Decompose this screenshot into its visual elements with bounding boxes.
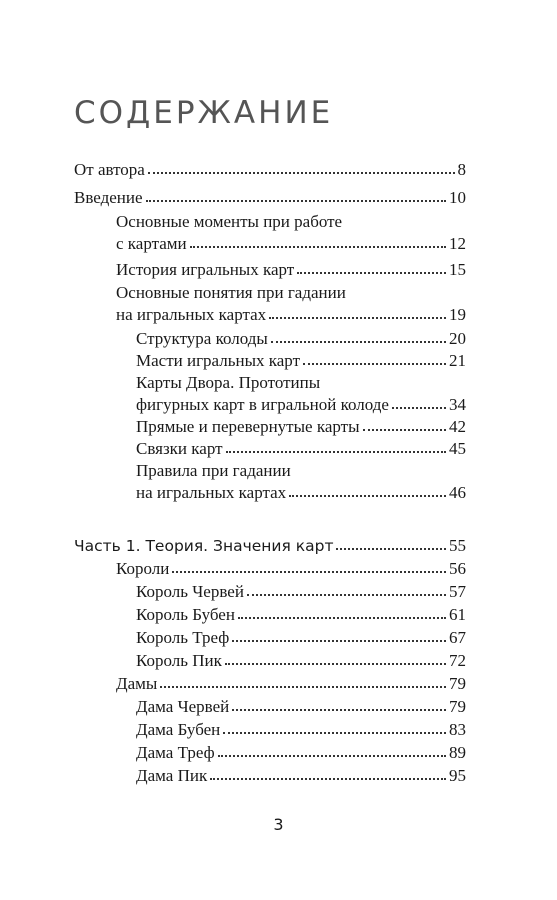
- toc-entry-title: Введение: [74, 188, 143, 207]
- toc-entry[interactable]: [116, 673, 466, 695]
- toc-entry-title: От автора: [74, 160, 145, 179]
- toc-entry[interactable]: [136, 416, 466, 438]
- toc-entry-page: 8: [457, 160, 466, 179]
- toc-entry[interactable]: [116, 283, 466, 326]
- toc-entry-page: 83: [449, 720, 466, 739]
- toc-entry[interactable]: [136, 438, 466, 460]
- leader-dots: [269, 304, 446, 319]
- toc-entry[interactable]: [136, 328, 466, 350]
- toc-entry-title-line1: Карты Двора. Прототипы: [136, 373, 321, 392]
- page-number: 3: [273, 815, 284, 834]
- toc-entry-title: Дамы: [116, 674, 158, 693]
- toc-entry[interactable]: [74, 159, 466, 181]
- toc-entry-title: с картами: [116, 234, 187, 253]
- toc-entry-page: 45: [449, 439, 466, 458]
- toc-entry-title: Дама Червей: [136, 697, 230, 716]
- toc-entry-page: 89: [449, 743, 466, 762]
- toc-entry-page: 10: [449, 188, 466, 207]
- leader-dots: [232, 696, 446, 711]
- toc-entry-page: 42: [449, 417, 466, 436]
- toc-entry[interactable]: [136, 350, 466, 372]
- leader-dots: [210, 765, 446, 780]
- toc-entry[interactable]: [136, 742, 466, 764]
- toc-entry[interactable]: [136, 581, 466, 603]
- leader-dots: [238, 604, 446, 619]
- leader-dots: [336, 535, 446, 550]
- toc-entry-title: фигурных карт в игральной колоде: [136, 395, 389, 414]
- leader-dots: [190, 233, 446, 248]
- toc-entry[interactable]: [136, 627, 466, 649]
- toc-entry[interactable]: [116, 212, 466, 255]
- toc-entry-title-line1: Основные понятия при гадании: [116, 283, 346, 302]
- toc-entry-page: 79: [449, 674, 466, 693]
- toc-entry-page: 79: [449, 697, 466, 716]
- toc-entry[interactable]: [136, 719, 466, 741]
- toc-entry-title-line1: Основные моменты при работе: [116, 212, 343, 231]
- toc-entry-page: 20: [449, 329, 466, 348]
- leader-dots: [160, 673, 446, 688]
- toc-entry[interactable]: [136, 604, 466, 626]
- toc-entry[interactable]: [136, 696, 466, 718]
- toc-entry-title: Король Червей: [136, 582, 244, 601]
- toc-entry-page: 21: [449, 351, 466, 370]
- toc-entry[interactable]: [116, 259, 466, 281]
- toc-entry-page: 72: [449, 651, 466, 670]
- leader-dots: [226, 438, 446, 453]
- leader-dots: [303, 350, 446, 365]
- toc-part-entry[interactable]: [74, 535, 466, 557]
- leader-dots: [289, 482, 446, 497]
- toc-entry-title: Дама Треф: [136, 743, 215, 762]
- leader-dots: [225, 650, 446, 665]
- toc-entry-page: 15: [449, 260, 466, 279]
- toc-entry-title: История игральных карт: [116, 260, 295, 279]
- toc-entry-title: на игральных картах: [136, 483, 287, 502]
- toc-entry-page: 95: [449, 766, 466, 785]
- leader-dots: [223, 719, 446, 734]
- toc-entry-title: Масти игральных карт: [136, 351, 301, 370]
- toc-entry-title: на игральных картах: [116, 305, 267, 324]
- toc-entry-title: Дама Бубен: [136, 720, 221, 739]
- toc-entry-title-line1: Правила при гадании: [136, 461, 291, 480]
- toc-entry-title: Король Бубен: [136, 605, 235, 624]
- leader-dots: [172, 558, 446, 573]
- leader-dots: [271, 328, 446, 343]
- toc-entry-title: Часть 1. Теория. Значения карт: [74, 537, 334, 555]
- leader-dots: [218, 742, 446, 757]
- toc-entry-title: Структура колоды: [136, 329, 268, 348]
- toc-entry-page: 55: [449, 536, 466, 555]
- toc-entry-page: 67: [449, 628, 466, 647]
- toc-entry-page: 56: [449, 559, 466, 578]
- toc-entry-page: 61: [449, 605, 466, 624]
- toc-entry[interactable]: [136, 373, 466, 416]
- toc-entry[interactable]: [136, 765, 466, 787]
- toc-entry-page: 12: [449, 234, 466, 253]
- page-title: СОДЕРЖАНИЕ: [74, 95, 334, 131]
- leader-dots: [148, 159, 455, 174]
- toc-entry-title: Связки карт: [136, 439, 223, 458]
- leader-dots: [297, 259, 446, 274]
- toc-entry-title: Король Треф: [136, 628, 230, 647]
- toc-entry[interactable]: [74, 187, 466, 209]
- toc-entry-title: Короли: [116, 559, 170, 578]
- leader-dots: [363, 416, 447, 431]
- toc-entry-title: Король Пик: [136, 651, 222, 670]
- toc-entry[interactable]: [136, 461, 466, 504]
- toc-entry-page: 19: [449, 305, 466, 324]
- leader-dots: [146, 187, 446, 202]
- leader-dots: [392, 394, 446, 409]
- toc-entry-page: 46: [449, 483, 466, 502]
- toc-entry[interactable]: [116, 558, 466, 580]
- toc-entry-title: Прямые и перевернутые карты: [136, 417, 360, 436]
- leader-dots: [232, 627, 446, 642]
- leader-dots: [247, 581, 446, 596]
- toc-entry-page: 57: [449, 582, 466, 601]
- toc-entry[interactable]: [136, 650, 466, 672]
- toc-entry-page: 34: [449, 395, 466, 414]
- toc-entry-title: Дама Пик: [136, 766, 208, 785]
